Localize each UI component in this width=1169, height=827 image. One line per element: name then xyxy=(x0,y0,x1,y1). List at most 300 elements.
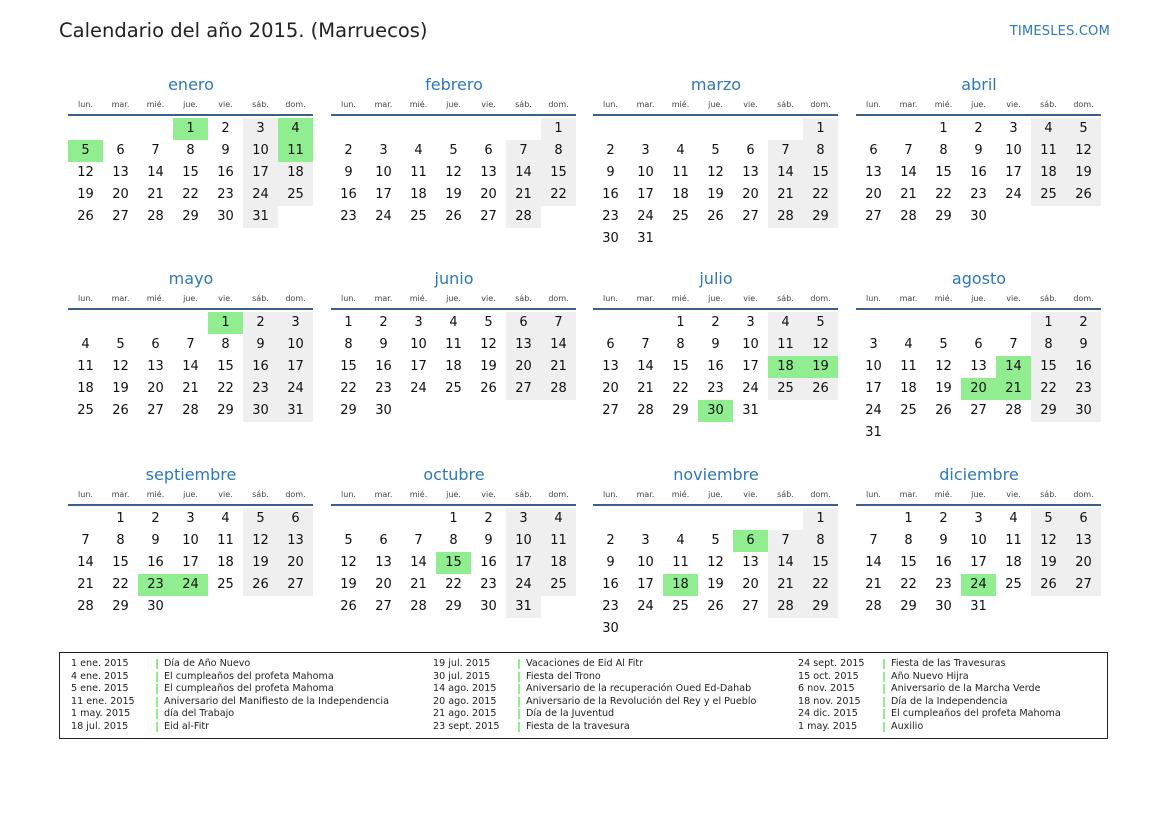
day-cell: 30 xyxy=(1066,400,1101,422)
holiday-color-marker xyxy=(156,684,158,694)
day-cell: 22 xyxy=(445,577,462,592)
day-cell: 19 xyxy=(1031,552,1066,574)
day-cell: 21 xyxy=(410,577,427,592)
day-cell: 8 xyxy=(541,140,576,162)
weekday-label: lun. xyxy=(78,100,93,109)
weekday-label: mar. xyxy=(111,294,130,303)
weekday-label: mar. xyxy=(636,100,655,109)
day-cell: 16 xyxy=(375,359,392,374)
legend-holiday-name: Año Nuevo Hijra xyxy=(891,670,969,682)
legend-holiday-name: Fiesta de las Travesuras xyxy=(891,658,1006,669)
holiday-day-cell: 15 xyxy=(436,552,471,574)
day-cell: 30 xyxy=(602,231,619,246)
holiday-day-cell: 1 xyxy=(173,118,208,140)
day-cell: 6 xyxy=(606,337,615,352)
day-cell: 25 xyxy=(672,599,689,614)
weekday-label: mar. xyxy=(899,294,918,303)
day-cell: 21 xyxy=(637,381,654,396)
weekday-header xyxy=(331,98,577,112)
legend-column xyxy=(422,658,756,734)
day-cell: 11 xyxy=(1031,140,1066,162)
day-cell: 1 xyxy=(803,118,838,140)
weekday-label: vie. xyxy=(743,294,758,303)
weekday-label: mié. xyxy=(934,294,953,303)
day-cell: 30 xyxy=(970,209,987,224)
day-cell: 2 xyxy=(974,121,983,136)
day-cell: 6 xyxy=(1066,508,1101,530)
weekday-label: mar. xyxy=(636,294,655,303)
day-cell: 24 xyxy=(637,599,654,614)
weekday-label: lun. xyxy=(341,490,356,499)
day-cell: 22 xyxy=(182,187,199,202)
day-cell: 18 xyxy=(672,187,689,202)
day-cell: 7 xyxy=(151,143,160,158)
day-cell: 10 xyxy=(182,533,199,548)
day-cell: 16 xyxy=(602,187,619,202)
weekday-header xyxy=(68,488,314,502)
day-cell: 26 xyxy=(1031,574,1066,596)
day-cell: 23 xyxy=(602,599,619,614)
weekday-label: sáb. xyxy=(1040,490,1057,499)
legend-date: 6 nov. 2015 xyxy=(798,683,855,695)
legend-row xyxy=(422,658,756,671)
day-cell: 9 xyxy=(711,337,720,352)
legend-holiday-name: Vacaciones de Eid Al Fitr xyxy=(526,658,644,669)
day-cell: 4 xyxy=(541,508,576,530)
day-cell: 15 xyxy=(935,165,952,180)
day-cell: 17 xyxy=(637,577,654,592)
weekday-label: vie. xyxy=(1006,100,1021,109)
day-cell: 10 xyxy=(375,165,392,180)
legend-date: 1 may. 2015 xyxy=(798,720,858,732)
day-cell: 28 xyxy=(410,599,427,614)
day-cell: 19 xyxy=(935,381,952,396)
legend-date: 24 sept. 2015 xyxy=(798,658,865,669)
day-cell: 10 xyxy=(243,140,278,162)
holiday-color-marker xyxy=(518,659,520,669)
weekday-label: mar. xyxy=(111,490,130,499)
holiday-color-marker xyxy=(156,672,158,682)
day-cell: 7 xyxy=(186,337,195,352)
legend-date: 21 ago. 2015 xyxy=(433,708,497,720)
day-cell: 3 xyxy=(974,511,983,526)
day-cell: 23 xyxy=(935,577,952,592)
day-cell: 17 xyxy=(637,187,654,202)
legend-date: 11 ene. 2015 xyxy=(71,695,135,707)
day-cell: 18 xyxy=(77,381,94,396)
holiday-day-cell: 6 xyxy=(733,530,768,552)
day-cell: 19 xyxy=(480,359,497,374)
day-cell: 17 xyxy=(742,359,759,374)
weekday-label: jue. xyxy=(446,100,461,109)
day-cell: 14 xyxy=(410,555,427,570)
day-cell: 2 xyxy=(221,121,230,136)
day-cell: 14 xyxy=(541,334,576,356)
weekday-label: mié. xyxy=(671,490,690,499)
day-cell: 27 xyxy=(970,403,987,418)
day-cell: 6 xyxy=(116,143,125,158)
day-cell: 28 xyxy=(900,209,917,224)
weekday-label: jue. xyxy=(971,490,986,499)
day-cell: 21 xyxy=(506,184,541,206)
day-cell: 25 xyxy=(900,403,917,418)
weekday-label: dom. xyxy=(810,294,831,303)
day-cell: 29 xyxy=(803,206,838,228)
day-cell: 18 xyxy=(1005,555,1022,570)
weekday-label: lun. xyxy=(866,490,881,499)
holiday-color-marker xyxy=(518,672,520,682)
weekday-label: jue. xyxy=(708,100,723,109)
day-cell: 22 xyxy=(672,381,689,396)
day-grid xyxy=(593,506,838,640)
day-cell: 24 xyxy=(865,403,882,418)
day-cell: 28 xyxy=(1005,403,1022,418)
day-cell: 28 xyxy=(768,206,803,228)
day-cell: 8 xyxy=(676,337,685,352)
day-cell: 5 xyxy=(711,143,720,158)
day-cell: 23 xyxy=(375,381,392,396)
day-cell: 8 xyxy=(186,143,195,158)
month-marzo xyxy=(593,73,839,250)
weekday-label: jue. xyxy=(183,100,198,109)
day-cell: 24 xyxy=(278,378,313,400)
day-grid xyxy=(68,506,313,618)
day-cell: 10 xyxy=(637,555,654,570)
day-cell: 30 xyxy=(480,599,497,614)
day-cell: 19 xyxy=(445,187,462,202)
day-cell: 27 xyxy=(742,209,759,224)
weekday-label: sáb. xyxy=(515,490,532,499)
day-cell: 25 xyxy=(768,378,803,400)
weekday-label: dom. xyxy=(548,100,569,109)
day-cell: 9 xyxy=(221,143,230,158)
legend-row xyxy=(60,683,389,696)
weekday-label: sáb. xyxy=(777,294,794,303)
day-cell: 13 xyxy=(602,359,619,374)
day-cell: 2 xyxy=(379,315,388,330)
day-cell: 11 xyxy=(541,530,576,552)
day-cell: 9 xyxy=(606,555,615,570)
day-cell: 15 xyxy=(672,359,689,374)
day-cell: 4 xyxy=(221,511,230,526)
legend-date: 14 ago. 2015 xyxy=(433,683,497,695)
day-cell: 9 xyxy=(484,533,493,548)
day-cell: 20 xyxy=(506,356,541,378)
weekday-label: mié. xyxy=(409,490,428,499)
legend-column xyxy=(787,658,1061,734)
day-cell: 25 xyxy=(77,403,94,418)
weekday-label: mar. xyxy=(374,294,393,303)
weekday-label: sáb. xyxy=(515,294,532,303)
day-cell: 8 xyxy=(803,530,838,552)
legend-date: 30 jul. 2015 xyxy=(433,670,491,682)
day-cell: 6 xyxy=(746,143,755,158)
day-cell: 21 xyxy=(768,184,803,206)
day-cell: 17 xyxy=(1005,165,1022,180)
day-cell: 17 xyxy=(970,555,987,570)
weekday-label: vie. xyxy=(481,294,496,303)
day-cell: 30 xyxy=(147,599,164,614)
day-cell: 30 xyxy=(375,403,392,418)
holiday-day-cell: 19 xyxy=(803,356,838,378)
day-cell: 20 xyxy=(602,381,619,396)
day-cell: 8 xyxy=(1031,334,1066,356)
day-cell: 5 xyxy=(484,315,493,330)
day-cell: 6 xyxy=(151,337,160,352)
day-cell: 18 xyxy=(1031,162,1066,184)
legend-date: 4 ene. 2015 xyxy=(71,670,129,682)
weekday-label: mié. xyxy=(671,100,690,109)
day-cell: 2 xyxy=(1066,312,1101,334)
day-cell: 3 xyxy=(414,315,423,330)
weekday-label: sáb. xyxy=(252,100,269,109)
day-cell: 4 xyxy=(676,533,685,548)
holiday-day-cell: 24 xyxy=(961,574,996,596)
day-cell: 28 xyxy=(865,599,882,614)
day-cell: 8 xyxy=(221,337,230,352)
day-cell: 30 xyxy=(243,400,278,422)
day-cell: 25 xyxy=(217,577,234,592)
day-cell: 3 xyxy=(186,511,195,526)
day-cell: 27 xyxy=(742,599,759,614)
day-cell: 10 xyxy=(410,337,427,352)
weekday-label: dom. xyxy=(285,294,306,303)
day-cell: 23 xyxy=(602,209,619,224)
weekday-label: mar. xyxy=(374,100,393,109)
page-title: Calendario del año 2015. (Marruecos) xyxy=(59,19,428,42)
weekday-label: dom. xyxy=(285,490,306,499)
day-cell: 29 xyxy=(935,209,952,224)
month-diciembre xyxy=(856,463,1102,618)
day-cell: 14 xyxy=(506,162,541,184)
legend-date: 5 ene. 2015 xyxy=(71,683,129,695)
day-cell: 3 xyxy=(1009,121,1018,136)
day-cell: 2 xyxy=(711,315,720,330)
legend-row xyxy=(60,721,389,734)
holiday-color-marker xyxy=(156,659,158,669)
day-cell: 2 xyxy=(606,143,615,158)
weekday-label: vie. xyxy=(743,490,758,499)
month-agosto xyxy=(856,267,1102,444)
legend-row xyxy=(787,671,1061,684)
weekday-label: mar. xyxy=(636,490,655,499)
legend-holiday-name: El cumpleaños del profeta Mahoma xyxy=(164,670,334,682)
day-cell: 7 xyxy=(768,530,803,552)
day-cell: 20 xyxy=(112,187,129,202)
day-cell: 28 xyxy=(147,209,164,224)
day-cell: 6 xyxy=(506,312,541,334)
day-cell: 14 xyxy=(182,359,199,374)
day-cell: 1 xyxy=(344,315,353,330)
day-cell: 23 xyxy=(217,187,234,202)
day-cell: 3 xyxy=(641,533,650,548)
day-cell: 21 xyxy=(768,574,803,596)
day-cell: 9 xyxy=(243,334,278,356)
day-cell: 11 xyxy=(900,359,917,374)
legend-row xyxy=(60,708,389,721)
day-cell: 20 xyxy=(742,577,759,592)
legend-row xyxy=(422,721,756,734)
day-cell: 13 xyxy=(865,165,882,180)
day-cell: 20 xyxy=(147,381,164,396)
day-cell: 17 xyxy=(506,552,541,574)
legend-column xyxy=(60,658,389,734)
day-cell: 13 xyxy=(112,165,129,180)
day-cell: 12 xyxy=(243,530,278,552)
day-cell: 24 xyxy=(506,574,541,596)
day-cell: 4 xyxy=(1031,118,1066,140)
day-cell: 4 xyxy=(904,337,913,352)
weekday-label: dom. xyxy=(1073,490,1094,499)
weekday-label: dom. xyxy=(548,294,569,303)
day-cell: 16 xyxy=(935,555,952,570)
day-cell: 22 xyxy=(803,574,838,596)
day-cell: 9 xyxy=(606,165,615,180)
day-cell: 31 xyxy=(970,599,987,614)
day-cell: 3 xyxy=(379,143,388,158)
day-cell: 27 xyxy=(112,209,129,224)
day-cell: 22 xyxy=(541,184,576,206)
month-enero xyxy=(68,73,314,228)
day-cell: 5 xyxy=(449,143,458,158)
day-cell: 6 xyxy=(869,143,878,158)
day-cell: 7 xyxy=(1009,337,1018,352)
legend-holiday-name: Día de Año Nuevo xyxy=(164,658,251,669)
day-cell: 13 xyxy=(278,530,313,552)
day-grid xyxy=(331,116,576,228)
weekday-label: mar. xyxy=(899,490,918,499)
day-cell: 12 xyxy=(112,359,129,374)
day-cell: 9 xyxy=(974,143,983,158)
legend-date: 24 dic. 2015 xyxy=(798,708,858,720)
day-cell: 16 xyxy=(217,165,234,180)
day-cell: 31 xyxy=(506,596,541,618)
weekday-label: sáb. xyxy=(252,490,269,499)
day-cell: 26 xyxy=(707,599,724,614)
weekday-label: jue. xyxy=(971,100,986,109)
day-cell: 21 xyxy=(147,187,164,202)
day-cell: 3 xyxy=(506,508,541,530)
weekday-label: mar. xyxy=(899,100,918,109)
holiday-color-marker xyxy=(883,722,885,732)
day-cell: 10 xyxy=(278,334,313,356)
day-cell: 9 xyxy=(379,337,388,352)
legend-date: 20 ago. 2015 xyxy=(433,695,497,707)
day-cell: 25 xyxy=(672,209,689,224)
day-cell: 15 xyxy=(541,162,576,184)
holiday-day-cell: 11 xyxy=(278,140,313,162)
day-cell: 19 xyxy=(340,577,357,592)
day-cell: 26 xyxy=(935,403,952,418)
day-cell: 31 xyxy=(278,400,313,422)
holiday-color-marker xyxy=(883,709,885,719)
legend-holiday-name: Fiesta del Trono xyxy=(526,670,601,682)
day-cell: 13 xyxy=(742,555,759,570)
day-cell: 25 xyxy=(1031,184,1066,206)
day-cell: 15 xyxy=(340,359,357,374)
day-cell: 27 xyxy=(865,209,882,224)
day-cell: 27 xyxy=(480,209,497,224)
weekday-label: mié. xyxy=(671,294,690,303)
month-septiembre xyxy=(68,463,314,618)
weekday-label: vie. xyxy=(481,490,496,499)
day-cell: 7 xyxy=(904,143,913,158)
day-grid xyxy=(856,116,1101,228)
day-cell: 15 xyxy=(900,555,917,570)
day-cell: 31 xyxy=(742,403,759,418)
day-cell: 7 xyxy=(81,533,90,548)
day-cell: 6 xyxy=(379,533,388,548)
day-cell: 2 xyxy=(939,511,948,526)
day-cell: 18 xyxy=(410,187,427,202)
month-name: enero xyxy=(168,75,214,94)
month-name: mayo xyxy=(168,269,214,288)
day-cell: 28 xyxy=(182,403,199,418)
day-cell: 23 xyxy=(1066,378,1101,400)
day-cell: 27 xyxy=(375,599,392,614)
day-cell: 26 xyxy=(243,574,278,596)
weekday-label: jue. xyxy=(708,490,723,499)
weekday-header xyxy=(856,98,1102,112)
day-cell: 7 xyxy=(641,337,650,352)
day-cell: 22 xyxy=(803,184,838,206)
day-cell: 2 xyxy=(484,511,493,526)
day-cell: 14 xyxy=(768,162,803,184)
day-cell: 12 xyxy=(1031,530,1066,552)
day-cell: 18 xyxy=(445,359,462,374)
day-cell: 17 xyxy=(182,555,199,570)
day-cell: 25 xyxy=(1005,577,1022,592)
brand-link[interactable]: TIMESLES.COM xyxy=(1009,24,1110,39)
day-cell: 30 xyxy=(217,209,234,224)
day-cell: 20 xyxy=(865,187,882,202)
day-cell: 10 xyxy=(865,359,882,374)
day-cell: 4 xyxy=(768,312,803,334)
holiday-day-cell: 20 xyxy=(961,378,996,400)
day-cell: 10 xyxy=(970,533,987,548)
day-cell: 21 xyxy=(541,356,576,378)
day-cell: 22 xyxy=(935,187,952,202)
day-cell: 18 xyxy=(541,552,576,574)
day-cell: 14 xyxy=(900,165,917,180)
day-cell: 23 xyxy=(707,381,724,396)
day-cell: 13 xyxy=(506,334,541,356)
day-cell: 24 xyxy=(375,209,392,224)
day-cell: 22 xyxy=(900,577,917,592)
day-cell: 14 xyxy=(77,555,94,570)
legend-holiday-name: Aniversario de la recuperación Oued Ed-Dahab xyxy=(526,683,752,695)
day-cell: 10 xyxy=(1005,143,1022,158)
day-cell: 12 xyxy=(1066,140,1101,162)
day-cell: 6 xyxy=(278,508,313,530)
month-name: junio xyxy=(434,269,474,288)
legend-holiday-name: Aniversario del Manifiesto de la Independencia xyxy=(164,695,389,707)
day-cell: 11 xyxy=(672,165,689,180)
day-cell: 31 xyxy=(637,231,654,246)
day-cell: 16 xyxy=(970,165,987,180)
weekday-label: lun. xyxy=(603,294,618,303)
day-cell: 17 xyxy=(375,187,392,202)
weekday-label: mié. xyxy=(934,490,953,499)
holiday-color-marker xyxy=(156,722,158,732)
month-julio xyxy=(593,267,839,422)
day-cell: 12 xyxy=(707,555,724,570)
day-cell: 5 xyxy=(1031,508,1066,530)
day-cell: 24 xyxy=(410,381,427,396)
weekday-label: dom. xyxy=(1073,294,1094,303)
day-grid xyxy=(856,310,1101,444)
day-cell: 28 xyxy=(637,403,654,418)
